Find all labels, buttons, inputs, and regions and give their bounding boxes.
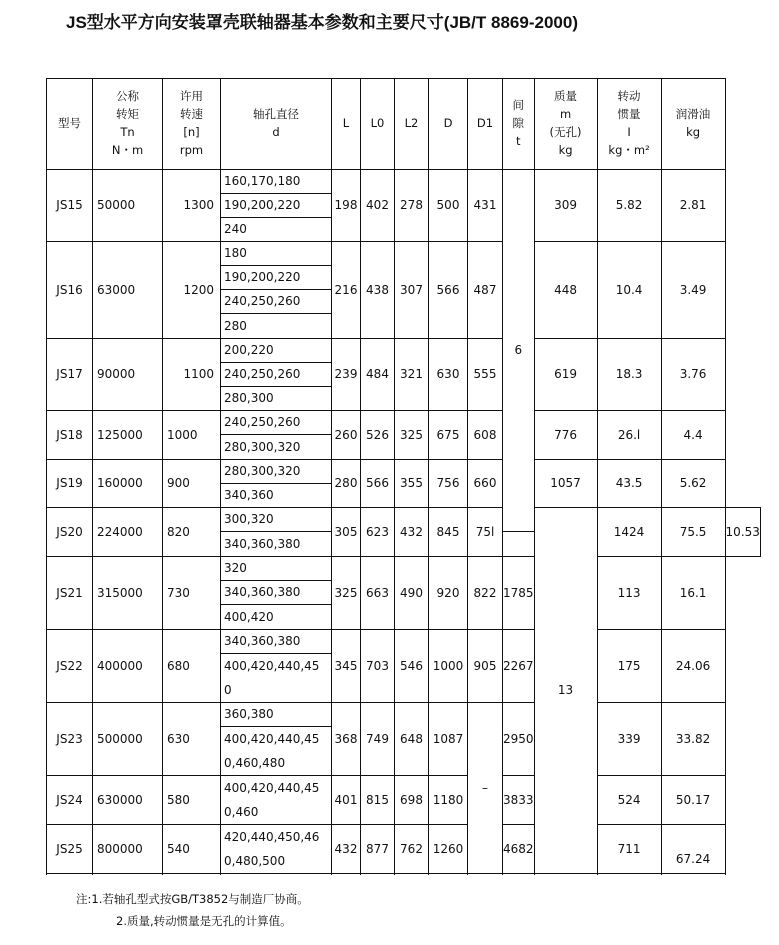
- header-gap-line: 隙: [512, 116, 525, 131]
- table-row: [47, 339, 761, 363]
- cell-mass: 776: [534, 411, 597, 460]
- table-row: [47, 242, 761, 266]
- header-mass-line: 质量: [554, 89, 578, 104]
- cell-L: 198: [332, 170, 361, 242]
- header-bore-line: 轴孔直径: [253, 107, 299, 122]
- cell-model: JS20: [47, 508, 93, 557]
- header-torque: [93, 79, 163, 170]
- cell-L0: 484: [361, 339, 395, 411]
- cell-bore: 190,200,220: [221, 194, 332, 218]
- cell-L2: 762: [395, 825, 429, 874]
- cell-L: 401: [332, 776, 361, 825]
- header-oil-line: kg: [686, 125, 701, 139]
- table-row: [47, 170, 761, 194]
- cell-oil: 10.53: [725, 508, 760, 557]
- cell-speed: 900: [163, 460, 221, 508]
- cell-gap: 6: [503, 170, 535, 532]
- cell-speed: 1100: [163, 339, 221, 411]
- cell-inertia: 26.l: [597, 411, 661, 460]
- cell-gap: 13: [534, 508, 597, 874]
- cell-speed: 1000: [163, 411, 221, 460]
- cell-bore: 190,200,220: [221, 266, 332, 290]
- header-L2: L2: [395, 79, 429, 170]
- cell-bore: 340,360,380: [221, 630, 332, 654]
- cell-inertia: 524: [597, 776, 661, 825]
- table-row: [47, 508, 761, 532]
- cell-L0: 566: [361, 460, 395, 508]
- footnotes: [76, 888, 309, 932]
- cell-L0: 815: [361, 776, 395, 825]
- cell-bore: 400,420,440,450,460: [221, 776, 332, 825]
- cell-D1: 660: [468, 460, 503, 508]
- cell-L2: 278: [395, 170, 429, 242]
- cell-oil: 33.82: [661, 703, 725, 776]
- cell-oil: 67.24: [661, 825, 725, 874]
- header-torque-line: 公称: [116, 89, 139, 104]
- header-torque-line: 转矩: [116, 107, 139, 122]
- cell-torque: 500000: [93, 703, 163, 776]
- cell-D: 500: [429, 170, 468, 242]
- cell-D: 1000: [429, 630, 468, 703]
- cell-L0: 703: [361, 630, 395, 703]
- cell-D1: 822: [468, 557, 503, 630]
- cell-L2: 648: [395, 703, 429, 776]
- cell-oil: 5.62: [661, 460, 725, 508]
- cell-bore: 340,360: [221, 484, 332, 508]
- cell-speed: 540: [163, 825, 221, 874]
- cell-model: JS18: [47, 411, 93, 460]
- coupling-parameters-table: [46, 78, 761, 874]
- cell-L2: 490: [395, 557, 429, 630]
- cell-oil: 4.4: [661, 411, 725, 460]
- cell-model: JS24: [47, 776, 93, 825]
- cell-oil: 3.49: [661, 242, 725, 339]
- table-row: [47, 776, 761, 825]
- cell-inertia: 339: [597, 703, 661, 776]
- cell-D1: 608: [468, 411, 503, 460]
- cell-mass: 1424: [597, 508, 661, 557]
- cell-mass: 1785: [503, 557, 535, 630]
- cell-D1: 905: [468, 630, 503, 703]
- cell-bore: 280,300,320: [221, 460, 332, 484]
- cell-mass: 448: [534, 242, 597, 339]
- cell-D: 756: [429, 460, 468, 508]
- cell-inertia: 175: [597, 630, 661, 703]
- cell-D1: 487: [468, 242, 503, 339]
- cell-L: 345: [332, 630, 361, 703]
- cell-mass: 3833: [503, 776, 535, 825]
- cell-bore: 340,360,380: [221, 581, 332, 605]
- header-inertia-line: 转动: [617, 89, 641, 104]
- cell-D1: 555: [468, 339, 503, 411]
- cell-torque: 400000: [93, 630, 163, 703]
- cell-oil: 24.06: [661, 630, 725, 703]
- table-row: [47, 630, 761, 654]
- cell-bore: 340,360,380: [221, 532, 332, 557]
- table-row: [47, 825, 761, 874]
- cell-bore: 240: [221, 218, 332, 242]
- cell-D: 1087: [429, 703, 468, 776]
- header-D: D: [429, 79, 468, 170]
- cell-mass: 1057: [534, 460, 597, 508]
- cell-bore: 320: [221, 557, 332, 581]
- cell-model: JS16: [47, 242, 93, 339]
- cell-inertia: 711: [597, 825, 661, 874]
- cell-L: 280: [332, 460, 361, 508]
- cell-torque: 90000: [93, 339, 163, 411]
- cell-model: JS19: [47, 460, 93, 508]
- cell-oil: 3.76: [661, 339, 725, 411]
- cell-D: 630: [429, 339, 468, 411]
- cell-speed: 1200: [163, 242, 221, 339]
- cell-bore: 240,250,260: [221, 363, 332, 387]
- cell-inertia: 43.5: [597, 460, 661, 508]
- cell-oil: 16.1: [661, 557, 725, 630]
- header-mass: [534, 79, 597, 170]
- cell-bore: 400,420,440,450: [221, 654, 332, 703]
- cell-L0: 402: [361, 170, 395, 242]
- cell-torque: 63000: [93, 242, 163, 339]
- cell-L2: 325: [395, 411, 429, 460]
- cell-L2: 546: [395, 630, 429, 703]
- cell-torque: 800000: [93, 825, 163, 874]
- cell-torque: 50000: [93, 170, 163, 242]
- cell-speed: 820: [163, 508, 221, 557]
- cell-model: JS15: [47, 170, 93, 242]
- cell-torque: 160000: [93, 460, 163, 508]
- header-gap: [503, 79, 535, 170]
- cell-L2: 355: [395, 460, 429, 508]
- cell-bore: 280,300: [221, 387, 332, 411]
- header-speed: [163, 79, 221, 170]
- cell-D: 1260: [429, 825, 468, 874]
- header-L: L: [332, 79, 361, 170]
- cell-speed: 680: [163, 630, 221, 703]
- cell-D1-dash: –: [468, 703, 503, 874]
- cell-bore: 280: [221, 314, 332, 339]
- cell-inertia: 113: [597, 557, 661, 630]
- header-mass-line: kg: [558, 142, 573, 157]
- header-inertia-line: kg・m²: [608, 142, 650, 157]
- cell-L2: 698: [395, 776, 429, 825]
- cell-bore: 400,420,440,450,460,480: [221, 727, 332, 776]
- header-torque-line: N・m: [111, 142, 144, 157]
- header-L0: L0: [361, 79, 395, 170]
- cell-L0: 749: [361, 703, 395, 776]
- cell-torque: 125000: [93, 411, 163, 460]
- header-speed-line: rpm: [179, 142, 204, 157]
- header-inertia-line: I: [627, 125, 631, 139]
- cell-inertia: 5.82: [597, 170, 661, 242]
- cell-D: 1180: [429, 776, 468, 825]
- cell-D: 566: [429, 242, 468, 339]
- header-speed-line: [n]: [183, 125, 200, 139]
- cell-mass: 619: [534, 339, 597, 411]
- cell-L: 432: [332, 825, 361, 874]
- cell-bore: 280,300,320: [221, 435, 332, 460]
- note-2: 2.质量,转动惯量是无孔的计算值。: [116, 914, 292, 928]
- cell-D1: 75l: [468, 508, 503, 557]
- cell-model: JS22: [47, 630, 93, 703]
- header-speed-line: 转速: [180, 107, 203, 122]
- header-D1: D1: [468, 79, 503, 170]
- cell-bore: 400,420: [221, 605, 332, 630]
- cell-bore: 240,250,260: [221, 411, 332, 435]
- cell-L2: 307: [395, 242, 429, 339]
- cell-mass: 2950: [503, 703, 535, 776]
- cell-oil: 50.17: [661, 776, 725, 825]
- cell-inertia: 10.4: [597, 242, 661, 339]
- header-row: [47, 79, 761, 170]
- header-mass-line: m: [559, 107, 572, 122]
- header-oil: [661, 79, 725, 170]
- cell-oil: 2.81: [661, 170, 725, 242]
- cell-L0: 526: [361, 411, 395, 460]
- cell-L: 325: [332, 557, 361, 630]
- cell-bore: 360,380: [221, 703, 332, 727]
- header-bore-line: d: [272, 125, 280, 139]
- cell-L0: 663: [361, 557, 395, 630]
- cell-inertia: 75.5: [661, 508, 725, 557]
- page-title: JS型水平方向安装罩壳联轴器基本参数和主要尺寸(JB/T 8869-2000): [66, 13, 578, 32]
- header-speed-line: 许用: [180, 89, 203, 104]
- cell-L2: 432: [395, 508, 429, 557]
- cell-mass: 309: [534, 170, 597, 242]
- header-gap-line: t: [516, 133, 521, 148]
- header-inertia: [597, 79, 661, 170]
- header-inertia-line: 惯量: [617, 107, 641, 122]
- cell-L0: 877: [361, 825, 395, 874]
- cell-bore: 300,320: [221, 508, 332, 532]
- header-mass-line: (无孔): [549, 125, 582, 139]
- table-row: [47, 703, 761, 727]
- cell-inertia: 18.3: [597, 339, 661, 411]
- cell-speed: 580: [163, 776, 221, 825]
- cell-model: JS17: [47, 339, 93, 411]
- cell-bore: 180: [221, 242, 332, 266]
- cell-L: 260: [332, 411, 361, 460]
- cell-bore: 200,220: [221, 339, 332, 363]
- cell-torque: 224000: [93, 508, 163, 557]
- cell-bore: 160,170,180: [221, 170, 332, 194]
- cell-mass: 4682: [503, 825, 535, 874]
- cell-speed: 1300: [163, 170, 221, 242]
- cell-L: 216: [332, 242, 361, 339]
- header-gap-line: 间: [512, 98, 525, 113]
- cell-torque: 630000: [93, 776, 163, 825]
- cell-L0: 438: [361, 242, 395, 339]
- cell-speed: 630: [163, 703, 221, 776]
- table-row: [47, 411, 761, 435]
- cell-D: 845: [429, 508, 468, 557]
- cell-mass: 2267: [503, 630, 535, 703]
- cell-model: JS23: [47, 703, 93, 776]
- note-1: 注:1.若轴孔型式按GB/T3852与制造厂协商。: [76, 892, 309, 906]
- cell-L2: 321: [395, 339, 429, 411]
- cell-model: JS21: [47, 557, 93, 630]
- cell-model: JS25: [47, 825, 93, 874]
- table-row: [47, 557, 761, 581]
- header-torque-line: Tn: [120, 125, 135, 139]
- cell-L: 305: [332, 508, 361, 557]
- cell-L0: 623: [361, 508, 395, 557]
- cell-speed: 730: [163, 557, 221, 630]
- cell-D: 675: [429, 411, 468, 460]
- cell-L: 368: [332, 703, 361, 776]
- table-row: [47, 460, 761, 484]
- header-oil-line: 润滑油: [675, 107, 711, 122]
- cell-D: 920: [429, 557, 468, 630]
- header-bore: [221, 79, 332, 170]
- cell-torque: 315000: [93, 557, 163, 630]
- cell-bore: 420,440,450,460,480,500: [221, 825, 332, 874]
- header-model: 型号: [47, 79, 93, 170]
- cell-D1: 431: [468, 170, 503, 242]
- cell-bore: 240,250,260: [221, 290, 332, 314]
- cell-L: 239: [332, 339, 361, 411]
